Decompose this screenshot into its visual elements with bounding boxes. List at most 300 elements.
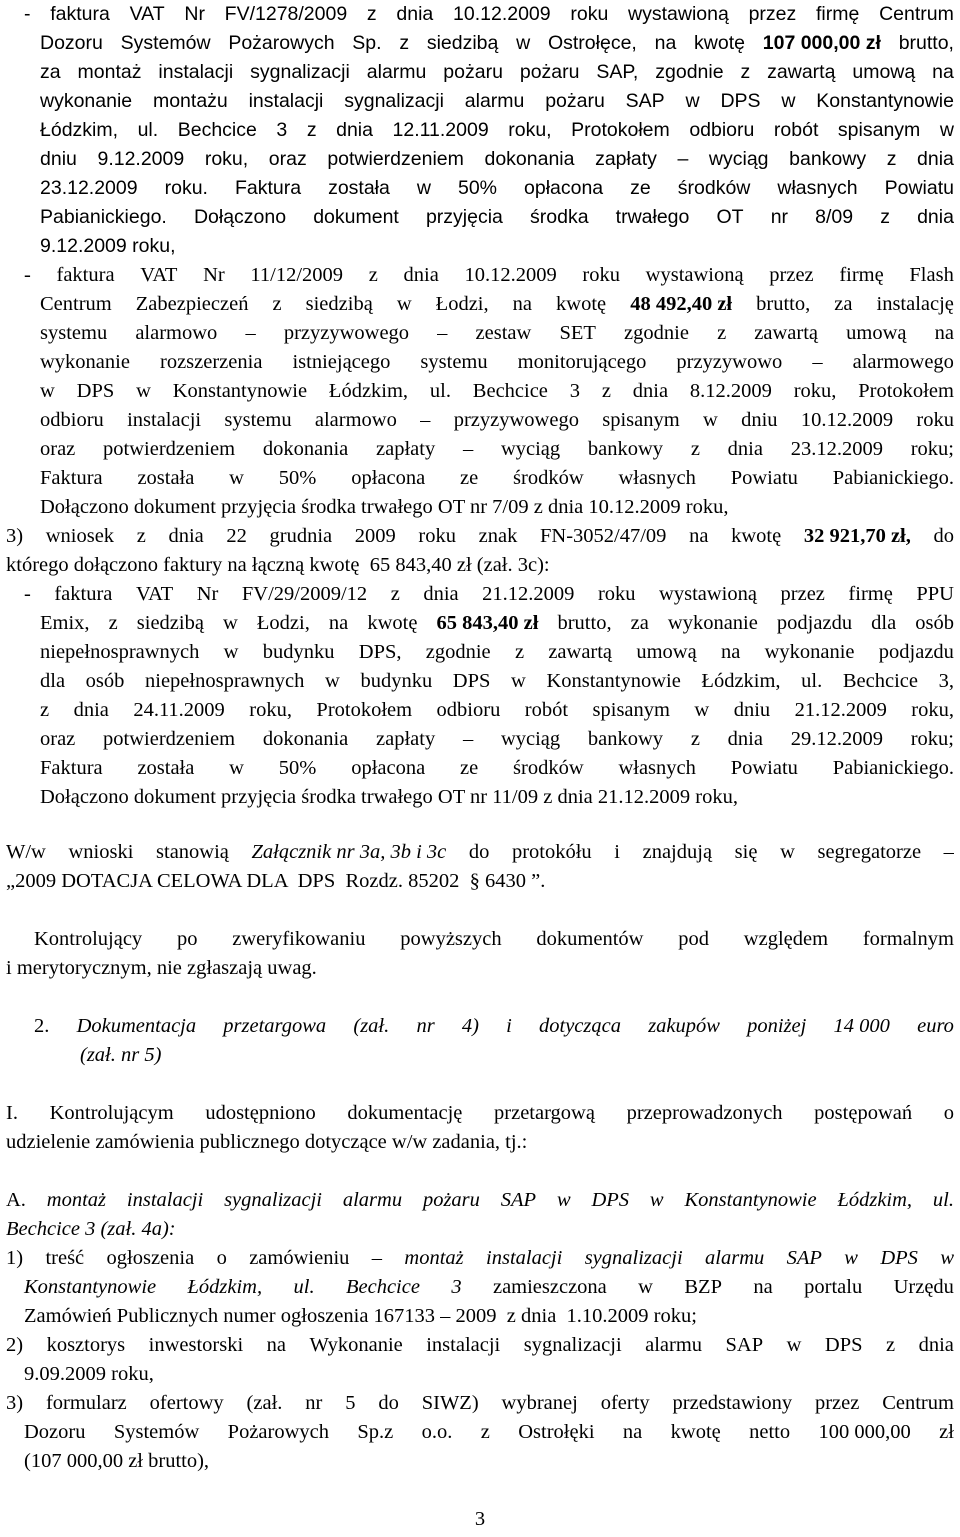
word: DPS bbox=[76, 380, 115, 402]
text-line bbox=[40, 638, 954, 667]
word: instalacji bbox=[127, 409, 202, 431]
word: własnych bbox=[618, 467, 696, 489]
word: – bbox=[462, 728, 474, 750]
word: DPS bbox=[591, 1189, 630, 1211]
word: oraz bbox=[40, 728, 76, 750]
word: 32 921,70 zł, bbox=[803, 525, 911, 547]
word: w bbox=[223, 612, 238, 634]
word: opłacona bbox=[524, 177, 604, 199]
word: Dozoru bbox=[24, 1421, 86, 1443]
word: SIWZ) bbox=[421, 1392, 479, 1414]
word: osób bbox=[85, 670, 125, 692]
text-line bbox=[6, 1244, 954, 1273]
word: faktura bbox=[54, 583, 113, 605]
text-line bbox=[24, 1418, 954, 1447]
word: którego dołączono faktury na łączną kwotę 65 843,40 zł (zał. 3c): bbox=[6, 554, 550, 576]
word: na bbox=[753, 1276, 773, 1298]
word: alarmu bbox=[464, 90, 525, 112]
word: DPS bbox=[452, 670, 491, 692]
word: Powiatu bbox=[730, 467, 798, 489]
word: Pożarowych bbox=[227, 1421, 330, 1443]
word: opłacona bbox=[351, 757, 426, 779]
text-line bbox=[6, 551, 550, 580]
word: instalacji bbox=[486, 1247, 563, 1269]
text-line bbox=[40, 87, 954, 116]
word: z bbox=[886, 148, 897, 170]
word: Łódzkim, bbox=[40, 119, 119, 141]
word: w bbox=[223, 641, 239, 663]
word: z bbox=[480, 1421, 490, 1443]
word: - bbox=[24, 583, 31, 605]
word: Faktura bbox=[40, 467, 103, 489]
word: na bbox=[328, 612, 349, 634]
word: sygnalizacji bbox=[584, 1247, 683, 1269]
word: Sp. bbox=[352, 32, 382, 54]
word: umową bbox=[846, 322, 907, 344]
word: w bbox=[638, 1276, 653, 1298]
word: pożaru bbox=[422, 1189, 480, 1211]
word: w bbox=[781, 90, 796, 112]
word: siedzibą bbox=[136, 612, 204, 634]
word: z bbox=[366, 3, 377, 25]
word: odbioru bbox=[689, 119, 755, 141]
word: z bbox=[368, 264, 378, 286]
text-line bbox=[40, 58, 954, 87]
text-line bbox=[40, 406, 954, 435]
word: kwotę bbox=[367, 612, 418, 634]
word: Centrum bbox=[40, 293, 112, 315]
word: w bbox=[940, 1247, 954, 1269]
text-line bbox=[24, 1447, 209, 1476]
text-line bbox=[34, 1012, 954, 1041]
word: alarmu bbox=[342, 1189, 403, 1211]
word: 3 bbox=[276, 119, 288, 141]
word: segregatorze bbox=[817, 841, 922, 863]
word: 1) bbox=[6, 1247, 24, 1269]
word: sygnalizacji bbox=[344, 90, 444, 112]
word: 2. bbox=[34, 1015, 50, 1037]
word: – bbox=[677, 148, 689, 170]
word: Łódzkim, bbox=[837, 1189, 913, 1211]
word: z bbox=[514, 641, 525, 663]
word: przyjęcia bbox=[425, 206, 503, 228]
word: bankowy bbox=[587, 438, 664, 460]
word: FV/29/2009/12 bbox=[241, 583, 368, 605]
text-line bbox=[40, 493, 728, 522]
word: alarmu bbox=[705, 1247, 765, 1269]
word: Centrum bbox=[879, 3, 954, 25]
word: dnia bbox=[73, 699, 109, 721]
word: udzielenie zamówienia publicznego dotyczące w/w zadania, tj.: bbox=[6, 1131, 528, 1153]
word: firmę bbox=[839, 264, 884, 286]
word: za bbox=[40, 61, 61, 83]
word: robót bbox=[773, 119, 819, 141]
word: zgodnie bbox=[425, 641, 491, 663]
word: na bbox=[689, 525, 709, 547]
word: zł bbox=[939, 1421, 954, 1443]
word: 3) bbox=[6, 525, 24, 547]
word: na bbox=[266, 1334, 286, 1356]
word: grudnia bbox=[269, 525, 333, 547]
word: Emix, bbox=[40, 612, 90, 634]
word: VAT bbox=[140, 264, 178, 286]
word: 8.12.2009 bbox=[689, 380, 772, 402]
word: nr bbox=[416, 1015, 435, 1037]
word: w bbox=[325, 670, 340, 692]
word: własnych bbox=[777, 177, 858, 199]
word: Łódzkim, bbox=[328, 380, 409, 402]
word: (zał. bbox=[246, 1392, 283, 1414]
word: 48 492,40 zł bbox=[630, 293, 733, 315]
word: W/w bbox=[6, 841, 46, 863]
word: podjazdu bbox=[776, 612, 853, 634]
word: roku, bbox=[249, 699, 292, 721]
word: 3 bbox=[451, 1276, 462, 1298]
word: Załącznik nr 3a, 3b i 3c bbox=[251, 841, 447, 863]
word: siedzibą bbox=[305, 293, 373, 315]
text-line bbox=[24, 1273, 954, 1302]
word: umową bbox=[636, 641, 697, 663]
word: montaż bbox=[46, 1189, 107, 1211]
word: środków bbox=[513, 467, 584, 489]
text-line bbox=[40, 290, 954, 319]
word: dniu bbox=[741, 409, 778, 431]
word: systemu bbox=[224, 409, 292, 431]
word: dokumentów bbox=[536, 928, 644, 950]
word: kosztorys bbox=[46, 1334, 126, 1356]
word: Łodzi, bbox=[435, 293, 489, 315]
word: A. bbox=[6, 1189, 26, 1211]
word: 3 bbox=[569, 380, 580, 402]
word: brutto, bbox=[756, 293, 811, 315]
word: roku bbox=[570, 3, 609, 25]
word: Bechcice bbox=[177, 119, 257, 141]
word: roku. bbox=[164, 177, 208, 199]
word: 12.11.2009 bbox=[392, 119, 489, 141]
word: 5 bbox=[345, 1392, 356, 1414]
word: o.o. bbox=[421, 1421, 453, 1443]
word: Faktura bbox=[234, 177, 302, 199]
word: przyzywowego bbox=[283, 322, 410, 344]
text-line bbox=[6, 1186, 954, 1215]
word: Pabianickiego. bbox=[40, 206, 167, 228]
word: odbioru bbox=[436, 699, 501, 721]
word: Wykonanie bbox=[309, 1334, 403, 1356]
word: Protokołem bbox=[316, 699, 413, 721]
word: bankowy bbox=[789, 148, 867, 170]
word: Nr bbox=[203, 264, 225, 286]
word: 9.12.2009 roku, bbox=[40, 235, 176, 257]
word: postępowań bbox=[814, 1102, 913, 1124]
word: potwierdzeniem bbox=[103, 438, 236, 460]
word: roku, bbox=[911, 699, 954, 721]
word: brutto, bbox=[557, 612, 612, 634]
text-line bbox=[6, 954, 317, 983]
word: zweryfikowaniu bbox=[232, 928, 366, 950]
word: zawartą bbox=[548, 641, 613, 663]
word: Łodzi, bbox=[256, 612, 310, 634]
word: Ostrołęce, bbox=[547, 32, 637, 54]
word: umową bbox=[852, 61, 916, 83]
word: do bbox=[378, 1392, 399, 1414]
word: w bbox=[556, 1189, 571, 1211]
word: przez bbox=[769, 264, 814, 286]
text-line bbox=[24, 580, 954, 609]
word: Konstantynowie bbox=[684, 1189, 817, 1211]
text-line bbox=[6, 838, 954, 867]
word: poniżej bbox=[747, 1015, 807, 1037]
word: instalacji bbox=[126, 1189, 204, 1211]
word: na bbox=[932, 61, 954, 83]
word: Dołączono dokument przyjęcia środka trwałego OT nr 11/09 z dnia 21.12.2009 roku, bbox=[40, 786, 738, 808]
word: dnia bbox=[918, 1334, 954, 1356]
word: opłacona bbox=[351, 467, 426, 489]
word: potwierdzeniem bbox=[327, 148, 464, 170]
word: zestaw bbox=[475, 322, 532, 344]
word: 14 000 bbox=[833, 1015, 890, 1037]
word: i bbox=[614, 841, 620, 863]
word: w bbox=[416, 177, 431, 199]
word: Bechcice 3 (zał. 4a): bbox=[6, 1218, 176, 1240]
word: z bbox=[717, 322, 727, 344]
text-line bbox=[40, 377, 954, 406]
word: oraz bbox=[40, 438, 76, 460]
word: z bbox=[601, 380, 611, 402]
word: Konstantynowie bbox=[546, 670, 681, 692]
word: dokonania bbox=[262, 728, 349, 750]
word: i merytorycznym, nie zgłaszają uwag. bbox=[6, 957, 317, 979]
word: – bbox=[462, 438, 474, 460]
word: wniosek bbox=[45, 525, 115, 547]
text-line bbox=[40, 464, 954, 493]
word: Dołączono bbox=[193, 206, 287, 228]
word: – bbox=[943, 841, 954, 863]
word: o bbox=[943, 1102, 954, 1124]
word: systemu bbox=[420, 351, 488, 373]
word: w bbox=[40, 380, 55, 402]
word: robót bbox=[524, 699, 569, 721]
word: po bbox=[176, 928, 198, 950]
word: DPS bbox=[720, 90, 761, 112]
text-line bbox=[40, 754, 954, 783]
word: 22 bbox=[226, 525, 247, 547]
word: spisanym bbox=[592, 699, 670, 721]
word: z bbox=[690, 438, 700, 460]
word: portalu bbox=[804, 1276, 863, 1298]
word: I. bbox=[6, 1102, 18, 1124]
word: z bbox=[880, 206, 890, 228]
text-line bbox=[40, 174, 954, 203]
word: stanowią bbox=[156, 841, 229, 863]
word: budynku bbox=[360, 670, 433, 692]
word: roku bbox=[597, 583, 636, 605]
word: instalacji bbox=[158, 61, 234, 83]
word: spisanym bbox=[837, 119, 921, 141]
word: alarmowo bbox=[314, 409, 397, 431]
word: Kontrolujący bbox=[34, 928, 143, 950]
word: w bbox=[844, 1247, 858, 1269]
word: zapłaty bbox=[376, 728, 436, 750]
word: pożaru bbox=[443, 61, 503, 83]
word: za bbox=[834, 293, 853, 315]
word: zapłaty bbox=[376, 438, 436, 460]
word: Systemów bbox=[113, 1421, 200, 1443]
word: – bbox=[812, 351, 823, 373]
word: trwałego bbox=[615, 206, 690, 228]
word: pod bbox=[678, 928, 709, 950]
word: Zamówień Publicznych numer ogłoszenia 167133 – 2009 z dnia 1.10.2009 roku; bbox=[24, 1305, 697, 1327]
text-line bbox=[24, 0, 954, 29]
word: dla bbox=[871, 612, 897, 634]
word: przez bbox=[748, 3, 797, 25]
word: Pabianickiego. bbox=[832, 467, 954, 489]
word: w bbox=[694, 699, 710, 721]
word: została bbox=[137, 467, 195, 489]
word: zawartą bbox=[754, 322, 819, 344]
word: Nr bbox=[184, 3, 205, 25]
word: w bbox=[780, 841, 795, 863]
word: alarmu bbox=[645, 1334, 703, 1356]
word: Systemów bbox=[120, 32, 211, 54]
word: instalację bbox=[876, 293, 954, 315]
word: Bechcice bbox=[842, 670, 918, 692]
word: z bbox=[108, 612, 118, 634]
word: Konstantynowie bbox=[24, 1276, 157, 1298]
word: własnych bbox=[618, 757, 696, 779]
word: Łódzkim, bbox=[187, 1276, 263, 1298]
word: środków bbox=[677, 177, 751, 199]
word: na bbox=[934, 322, 954, 344]
word: się bbox=[734, 841, 758, 863]
word: na bbox=[512, 293, 533, 315]
word: DPS bbox=[880, 1247, 918, 1269]
word: dnia bbox=[632, 380, 669, 402]
word: monitorującego bbox=[517, 351, 647, 373]
word: Pabianickiego. bbox=[832, 757, 954, 779]
word: ul. bbox=[293, 1276, 315, 1298]
word: wystawioną bbox=[659, 583, 757, 605]
word: dnia bbox=[396, 3, 434, 25]
word: w bbox=[786, 1334, 802, 1356]
word: SAP bbox=[725, 1334, 764, 1356]
word: Konstantynowie bbox=[816, 90, 954, 112]
word: z bbox=[40, 699, 50, 721]
word: montaż bbox=[77, 61, 142, 83]
word: zgodnie bbox=[624, 322, 689, 344]
word: przeprowadzonych bbox=[626, 1102, 783, 1124]
word: w bbox=[229, 467, 244, 489]
word: OT bbox=[716, 206, 744, 228]
word: dnia bbox=[336, 119, 373, 141]
word: oferty bbox=[600, 1392, 650, 1414]
word: niepełnosprawnych bbox=[40, 641, 200, 663]
text-line bbox=[6, 1389, 954, 1418]
word: dokonania bbox=[262, 438, 349, 460]
text-line bbox=[40, 725, 954, 754]
word: DPS, bbox=[358, 641, 402, 663]
word: przez bbox=[780, 583, 825, 605]
word: wyciąg bbox=[500, 438, 561, 460]
word: roku; bbox=[910, 728, 954, 750]
word: Powiatu bbox=[730, 757, 798, 779]
word: sygnalizacji bbox=[250, 61, 350, 83]
word: zapłaty bbox=[595, 148, 657, 170]
word: dnia bbox=[423, 583, 459, 605]
word: – bbox=[245, 322, 256, 344]
word: firmę bbox=[815, 3, 860, 25]
text-line bbox=[40, 667, 954, 696]
word: wybranej bbox=[501, 1392, 578, 1414]
word: na bbox=[622, 1421, 643, 1443]
word: z bbox=[690, 728, 700, 750]
word: wystawioną bbox=[645, 264, 744, 286]
word: 100 000,00 bbox=[818, 1421, 911, 1443]
word: formularz bbox=[45, 1392, 127, 1414]
word: BZP bbox=[684, 1276, 722, 1298]
word: środków bbox=[513, 757, 584, 779]
word: 11/12/2009 bbox=[250, 264, 344, 286]
word: do bbox=[933, 525, 954, 547]
word: ofertowy bbox=[149, 1392, 224, 1414]
word: środka bbox=[530, 206, 589, 228]
word: instalacji bbox=[248, 90, 324, 112]
word: została bbox=[137, 757, 195, 779]
word: ze bbox=[460, 467, 479, 489]
word: – bbox=[437, 322, 448, 344]
word: Protokołem bbox=[858, 380, 954, 402]
word: budynku bbox=[262, 641, 335, 663]
word: – bbox=[420, 409, 431, 431]
text-line bbox=[6, 1215, 176, 1244]
word: zakupów bbox=[648, 1015, 720, 1037]
word: Dozoru bbox=[40, 32, 103, 54]
word: VAT bbox=[129, 3, 165, 25]
word: Powiatu bbox=[884, 177, 954, 199]
word: z bbox=[399, 32, 410, 54]
word: bankowy bbox=[587, 728, 664, 750]
word: zgodnie bbox=[655, 61, 724, 83]
word: 65 843,40 zł bbox=[436, 612, 539, 634]
word: Dołączono dokument przyjęcia środka trwałego OT nr 7/09 z dnia 10.12.2009 roku, bbox=[40, 496, 729, 518]
word: brutto, bbox=[898, 32, 954, 54]
word: wnioski bbox=[68, 841, 134, 863]
word: ogłoszenia bbox=[106, 1247, 195, 1269]
word: alarmowego bbox=[852, 351, 954, 373]
word: - bbox=[24, 3, 31, 25]
text-line bbox=[34, 925, 954, 954]
word: z bbox=[136, 525, 146, 547]
word: siedzibą bbox=[426, 32, 499, 54]
word: Urzędu bbox=[893, 1276, 954, 1298]
word: 9.12.2009 bbox=[97, 148, 185, 170]
word: 2009 bbox=[354, 525, 396, 547]
text-line bbox=[40, 29, 954, 58]
word: pożaru bbox=[545, 90, 605, 112]
word: Centrum bbox=[882, 1392, 954, 1414]
word: zawartą bbox=[767, 61, 836, 83]
word: SAP bbox=[500, 1189, 537, 1211]
word: (107 000,00 zł brutto), bbox=[24, 1450, 210, 1472]
word: protokółu bbox=[511, 841, 592, 863]
word: dnia bbox=[168, 525, 204, 547]
word: Kontrolującym bbox=[49, 1102, 174, 1124]
word: roku, bbox=[204, 148, 249, 170]
word: z bbox=[740, 61, 751, 83]
word: roku bbox=[582, 264, 620, 286]
word: roku bbox=[916, 409, 954, 431]
word: (zał. nr 5) bbox=[80, 1044, 162, 1066]
word: Bechcice bbox=[472, 380, 548, 402]
